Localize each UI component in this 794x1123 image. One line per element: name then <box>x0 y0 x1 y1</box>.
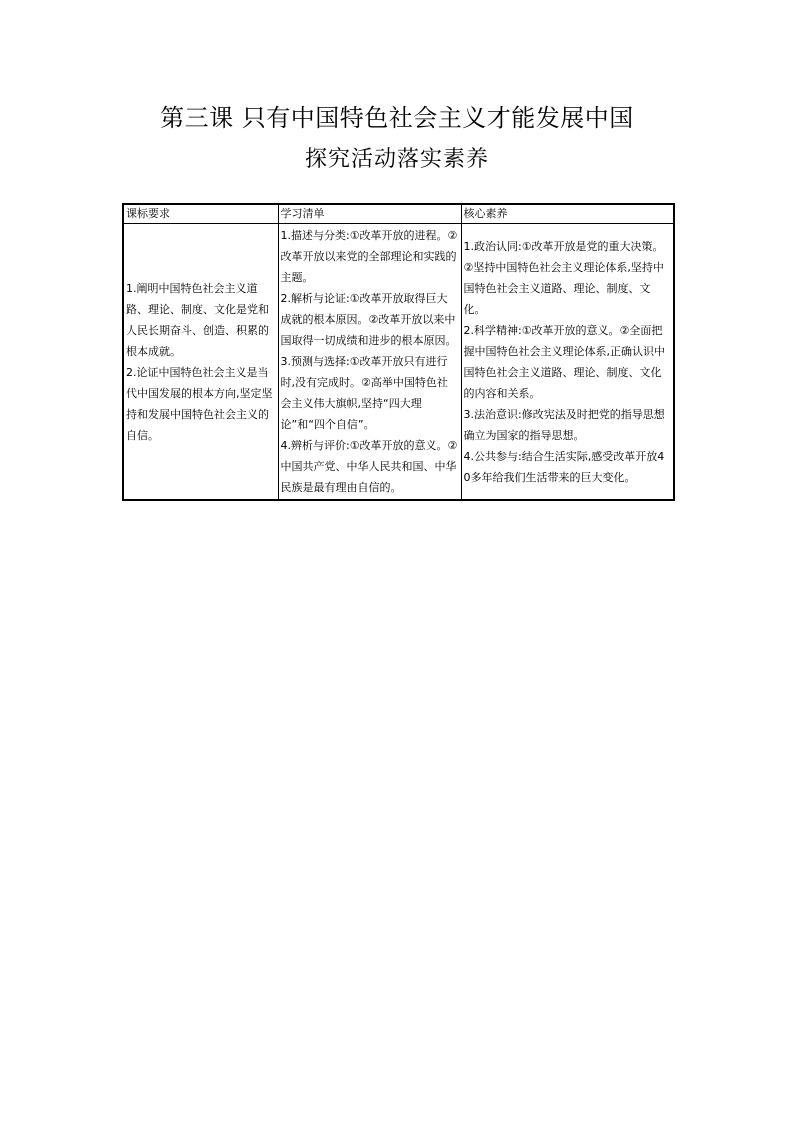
competency-item: 1.政治认同:①改革开放是党的重大决策。②坚持中国特色社会主义理论体系,坚持中国特色社会主义道路、理论、制度、文化。 <box>463 239 664 316</box>
checklist-item: 4.辨析与评价:①改革开放的意义。②中国共产党、中华人民共和国、中华民族是最有理由自信的。 <box>280 439 458 494</box>
checklist-cell <box>278 224 461 501</box>
competency-item: 2.科学精神:①改革开放的意义。②全面把握中国特色社会主义理论体系,正确认识中国特色社会主义道路、理论、制度、文化的内容和关系。 <box>463 323 665 400</box>
table-row <box>123 224 674 501</box>
section-subtitle: 探究活动落实素养 <box>304 147 489 172</box>
requirements-cell <box>123 224 278 501</box>
checklist-item: 3.预测与选择:①改革开放只有进行时,没有完成时。②高举中国特色社会主义伟大旗帜,坚持“四大理论”和“四个自信”。 <box>280 355 448 431</box>
requirement-item: 1.阐明中国特色社会主义道路、理论、制度、文化是党和人民长期奋斗、创造、积累的根本成就。 <box>126 281 269 358</box>
checklist-item: 2.解析与论证:①改革开放取得巨大成就的根本原因。②改革开放以来中国取得一切成绩和进步的根本原因。 <box>280 292 457 347</box>
header-competencies: 核心素养 <box>461 204 674 224</box>
lesson-plan-table <box>122 203 675 501</box>
table-header-row <box>123 204 674 224</box>
competencies-cell <box>461 224 674 501</box>
competency-item: 4.公共参与:结合生活实际,感受改革开放40多年给我们生活带来的巨大变化。 <box>463 449 665 484</box>
header-requirements: 课标要求 <box>123 204 278 224</box>
header-checklist: 学习清单 <box>278 204 461 224</box>
competency-item: 3.法治意识:修改宪法及时把党的指导思想确立为国家的指导思想。 <box>463 407 665 442</box>
requirement-item: 2.论证中国特色社会主义是当代中国发展的根本方向,坚定坚持和发展中国特色社会主义的自信。 <box>126 365 273 442</box>
checklist-item: 1.描述与分类:①改革开放的进程。②改革开放以来党的全部理论和实践的主题。 <box>280 229 458 284</box>
lesson-title: 第三课 只有中国特色社会主义才能发展中国 <box>160 104 634 132</box>
